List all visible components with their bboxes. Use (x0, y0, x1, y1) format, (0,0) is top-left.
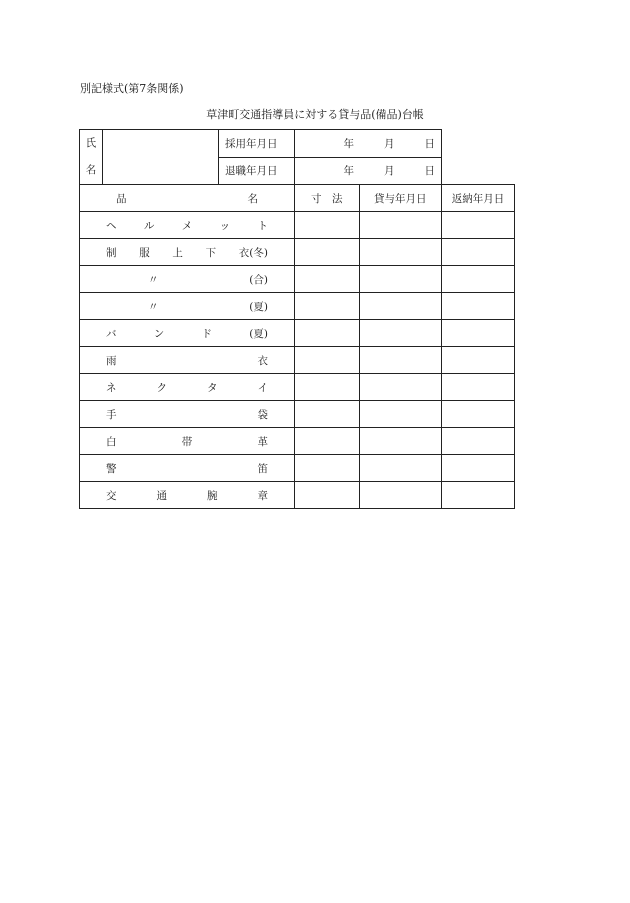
item-row (80, 428, 515, 455)
item-name-part: ク (156, 381, 167, 394)
size-cell[interactable] (295, 293, 360, 320)
item-name-part: (夏) (249, 327, 268, 340)
lend-date-cell[interactable] (359, 266, 441, 293)
lend-date-cell[interactable] (359, 320, 441, 347)
item-row (80, 239, 515, 266)
hire-year-unit: 年 (343, 137, 354, 150)
item-row (80, 212, 515, 239)
item-name-part: 交 (106, 489, 117, 502)
item-name-part: ネ (106, 381, 117, 394)
item-name-cell (80, 374, 295, 401)
hire-date-row (80, 130, 515, 158)
item-name-part: 制 (106, 246, 117, 259)
size-cell[interactable] (295, 347, 360, 374)
size-cell[interactable] (295, 320, 360, 347)
equipment-ledger-table (79, 129, 515, 509)
name-value-cell[interactable] (103, 130, 219, 185)
item-name-part: 袋 (257, 408, 268, 421)
return-date-column-header: 返納年月日 (442, 185, 515, 212)
lend-date-cell[interactable] (359, 401, 441, 428)
retire-day-unit: 日 (424, 165, 435, 178)
item-header-part-1: 品 (116, 192, 127, 205)
name-label-cell (80, 130, 103, 185)
item-name-part: 警 (106, 462, 117, 475)
size-cell[interactable] (295, 482, 360, 509)
item-name-part: ル (143, 219, 155, 232)
item-name-part: ン (153, 327, 165, 340)
item-name-part: 上 (172, 246, 183, 259)
item-name-part: 帯 (181, 435, 193, 448)
return-date-cell[interactable] (442, 428, 515, 455)
return-date-cell[interactable] (442, 374, 515, 401)
item-name-part: 革 (257, 435, 268, 448)
item-name-cell (80, 401, 295, 428)
hire-date-label: 採用年月日 (219, 130, 295, 158)
size-cell[interactable] (295, 401, 360, 428)
return-date-cell[interactable] (442, 320, 515, 347)
size-cell[interactable] (295, 266, 360, 293)
item-name-part: 通 (156, 489, 167, 502)
item-row (80, 320, 515, 347)
ditto-mark: 〃 (148, 300, 159, 313)
size-cell[interactable] (295, 239, 360, 266)
season-label: (合) (249, 273, 268, 286)
retire-year-unit: 年 (343, 165, 354, 178)
item-name-part: 服 (139, 246, 150, 259)
item-name-part: ド (201, 327, 213, 340)
lend-date-cell[interactable] (359, 293, 441, 320)
retire-date-label: 退職年月日 (219, 157, 295, 185)
return-date-cell[interactable] (442, 401, 515, 428)
size-column-header: 寸 法 (295, 185, 360, 212)
item-name-cell (80, 482, 295, 509)
form-reference: 別記様式(第7条関係) (80, 82, 184, 95)
item-name-part: ッ (219, 219, 231, 232)
item-name-cell (80, 239, 295, 266)
item-name-part: 雨 (106, 354, 117, 367)
season-label: (夏) (249, 300, 268, 313)
item-row (80, 266, 515, 293)
lend-date-cell[interactable] (359, 428, 441, 455)
item-name-cell (80, 455, 295, 482)
lend-date-cell[interactable] (359, 374, 441, 401)
retire-month-unit: 月 (384, 165, 395, 178)
column-header-row (80, 185, 515, 212)
item-row (80, 401, 515, 428)
item-name-part: ヘ (106, 219, 117, 232)
return-date-cell[interactable] (442, 293, 515, 320)
size-cell[interactable] (295, 428, 360, 455)
item-name-part: 白 (106, 435, 117, 448)
item-name-part: イ (257, 381, 268, 394)
item-name-part: 腕 (207, 489, 218, 502)
return-date-cell[interactable] (442, 347, 515, 374)
return-date-cell[interactable] (442, 455, 515, 482)
lend-date-column-header: 貸与年月日 (359, 185, 441, 212)
item-name-cell (80, 266, 295, 293)
return-date-cell[interactable] (442, 239, 515, 266)
item-row (80, 455, 515, 482)
name-label-bottom: 名 (85, 164, 97, 176)
hire-month-unit: 月 (384, 137, 395, 150)
hire-day-unit: 日 (424, 137, 435, 150)
size-cell[interactable] (295, 212, 360, 239)
item-row (80, 293, 515, 320)
item-row (80, 482, 515, 509)
item-name-part: 笛 (257, 462, 268, 475)
ditto-mark: 〃 (148, 273, 159, 286)
retire-date-value[interactable] (295, 157, 442, 185)
item-name-part: バ (106, 327, 117, 340)
item-name-part: 手 (106, 408, 117, 421)
item-column-header (80, 185, 295, 212)
item-name-part: 下 (205, 246, 217, 259)
item-name-part: 衣(冬) (238, 246, 268, 259)
document-title: 草津町交通指導員に対する貸与品(備品)台帳 (206, 108, 424, 121)
item-name-part: メ (181, 219, 193, 232)
name-label-top: 氏 (85, 137, 97, 149)
item-row (80, 347, 515, 374)
hire-date-value[interactable] (295, 130, 442, 158)
item-header-part-2: 名 (247, 192, 258, 205)
size-cell[interactable] (295, 455, 360, 482)
lend-date-cell[interactable] (359, 347, 441, 374)
return-date-cell[interactable] (442, 212, 515, 239)
lend-date-cell[interactable] (359, 482, 441, 509)
item-name-part: ト (257, 219, 268, 232)
item-name-part: タ (207, 381, 218, 394)
item-name-cell (80, 347, 295, 374)
item-name-cell (80, 320, 295, 347)
lend-date-cell[interactable] (359, 212, 441, 239)
item-rows (80, 212, 515, 509)
item-name-part: 章 (257, 489, 268, 502)
lend-date-cell[interactable] (359, 239, 441, 266)
lend-date-cell[interactable] (359, 455, 441, 482)
item-name-part: 衣 (257, 354, 268, 367)
item-name-cell (80, 293, 295, 320)
size-cell[interactable] (295, 374, 360, 401)
item-name-cell (80, 428, 295, 455)
item-row (80, 374, 515, 401)
item-name-cell (80, 212, 295, 239)
return-date-cell[interactable] (442, 266, 515, 293)
return-date-cell[interactable] (442, 482, 515, 509)
